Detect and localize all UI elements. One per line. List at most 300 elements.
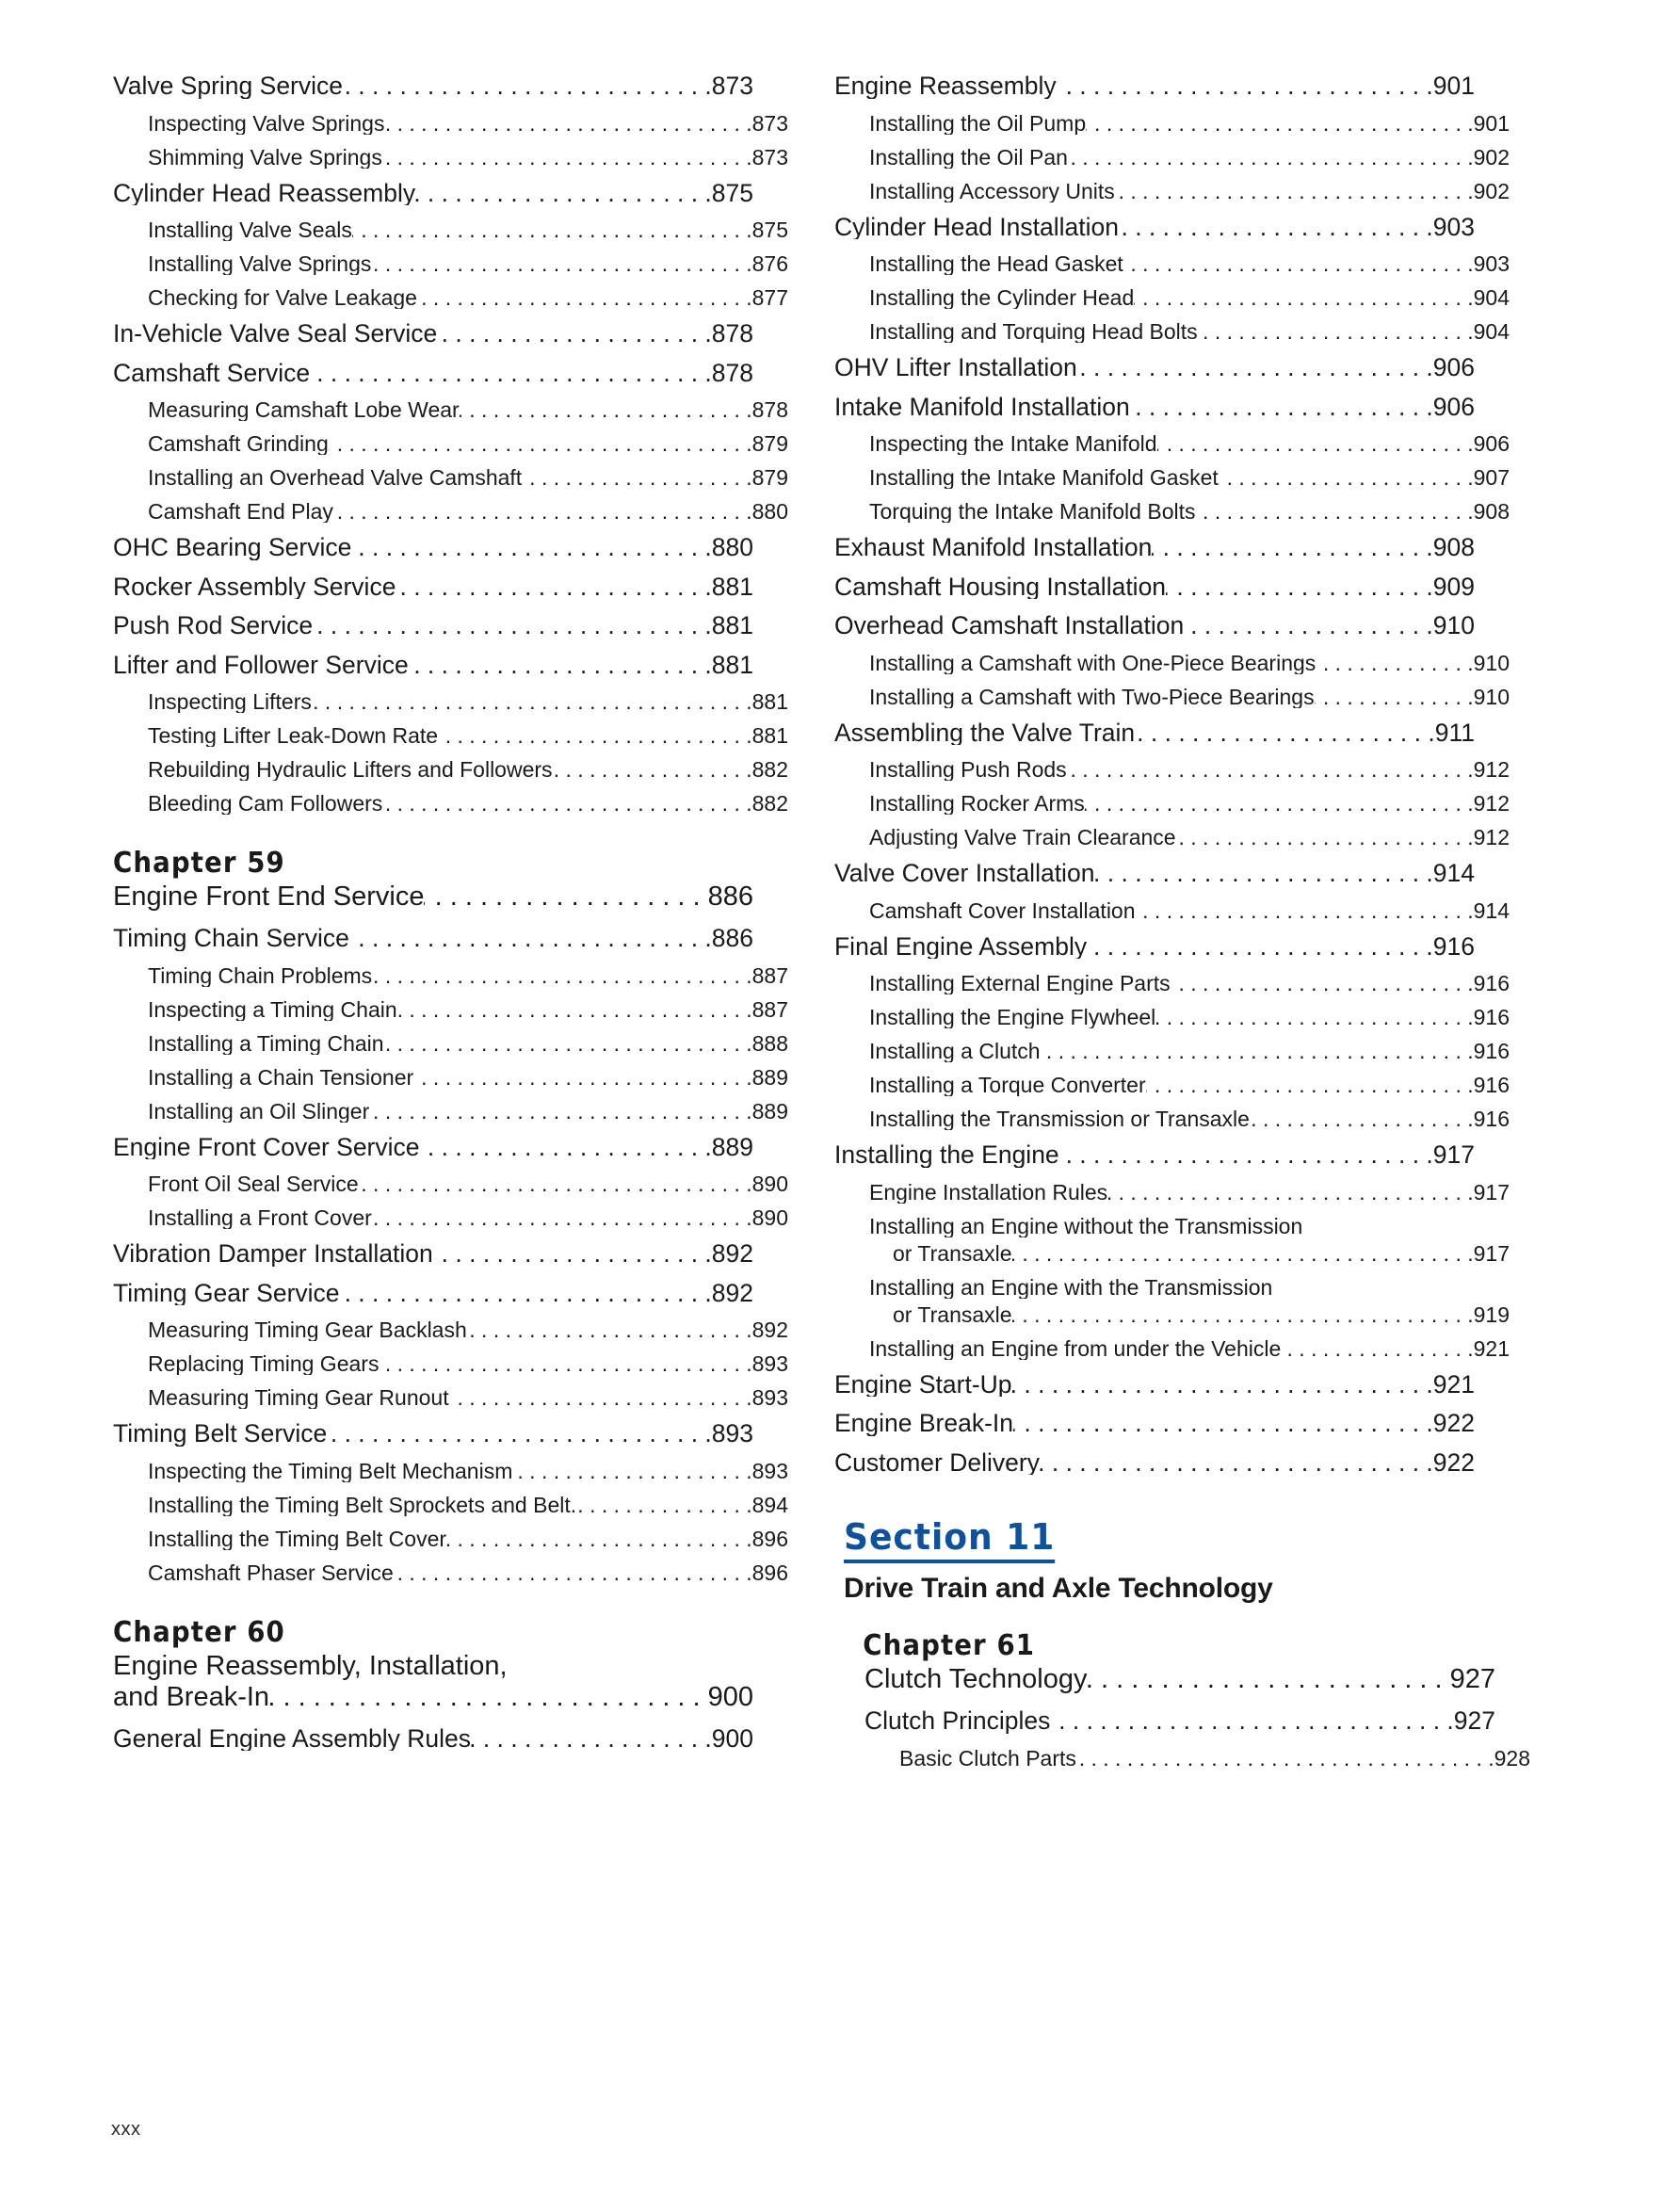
toc-entry[interactable] — [844, 1708, 1495, 1734]
toc-entry-label: Clutch Principles — [864, 1708, 1051, 1734]
toc-entry[interactable] — [834, 827, 1510, 849]
toc-leader-dots — [420, 1135, 712, 1160]
toc-entry-label: Basic Clutch Parts — [899, 1747, 1076, 1770]
toc-entry-label: Timing Chain Problems — [148, 964, 373, 987]
toc-entry[interactable] — [834, 253, 1510, 275]
toc-entry-page-number: 927 — [1453, 1706, 1495, 1735]
toc-entry[interactable] — [113, 73, 753, 99]
toc-entry[interactable] — [113, 1207, 788, 1229]
toc-entry[interactable] — [113, 650, 753, 679]
toc-entry-page-number: 878 — [711, 319, 753, 348]
toc-entry-page-number: 875 — [711, 178, 753, 207]
toc-entry-label: Installing the Head Gasket — [869, 253, 1123, 275]
toc-entry-page-number: 900 — [707, 1681, 753, 1712]
toc-entry-label: Installing the Engine Flywheel — [869, 1007, 1156, 1028]
toc-entry[interactable] — [834, 1108, 1510, 1130]
toc-entry-label: or Transaxle — [893, 1303, 1012, 1326]
toc-entry-label: Vibration Damper Installation — [113, 1241, 433, 1267]
toc-leader-dots — [1198, 321, 1474, 343]
chapter-number-heading: Chapter 60 — [113, 1615, 285, 1649]
toc-entry[interactable] — [834, 355, 1475, 380]
page-folio: xxx — [111, 2119, 141, 2140]
toc-entry[interactable] — [834, 535, 1475, 560]
toc-entry[interactable] — [834, 613, 1475, 639]
section-number-heading: Section 11 — [844, 1516, 1055, 1563]
toc-entry[interactable] — [113, 1132, 753, 1161]
toc-entry[interactable] — [834, 321, 1510, 343]
chapter-number-heading: Chapter 61 — [863, 1629, 1036, 1662]
toc-entry-label: Engine Front End Service — [113, 883, 425, 911]
toc-entry[interactable] — [113, 501, 788, 523]
toc-entry[interactable] — [834, 1304, 1510, 1326]
toc-entry-page-number: 893 — [751, 1351, 788, 1376]
toc-entry-label: Customer Delivery — [834, 1449, 1040, 1475]
toc-entry-label: Installing the Engine — [834, 1142, 1059, 1168]
toc-entry[interactable] — [834, 1447, 1475, 1477]
toc-entry[interactable] — [113, 1562, 788, 1584]
section-title: Drive Train and Axle Technology — [844, 1573, 1273, 1604]
toc-leader-dots — [396, 574, 711, 600]
toc-leader-dots — [349, 926, 712, 951]
toc-entry[interactable] — [113, 1653, 753, 1680]
toc-entry-label: Final Engine Assembly — [834, 933, 1088, 959]
toc-entry-page-number: 908 — [1432, 533, 1475, 561]
toc-left-column — [113, 72, 788, 1765]
toc-entry[interactable] — [834, 287, 1510, 309]
toc-entry-label: Inspecting the Intake Manifold — [869, 433, 1157, 455]
toc-entry-label: Engine Break-In — [834, 1411, 1014, 1436]
toc-entry-label: Adjusting Valve Train Clearance — [869, 827, 1176, 849]
toc-entry-label: Inspecting Valve Springs — [148, 112, 385, 135]
toc-entry[interactable] — [113, 1278, 753, 1307]
toc-entry-label: Rocker Assembly Service — [113, 574, 396, 599]
toc-entry-label: Camshaft Service — [113, 360, 311, 385]
toc-entry[interactable] — [834, 1075, 1510, 1096]
toc-entry-label: Installing an Engine with the Transmission — [869, 1276, 1273, 1299]
toc-entry[interactable] — [113, 358, 753, 387]
section-toc-entries — [844, 1664, 1530, 1771]
toc-entry-page-number: 904 — [1473, 319, 1510, 344]
toc-leader-dots — [372, 965, 751, 987]
toc-entry-page-number: 900 — [711, 1723, 753, 1753]
toc-entry[interactable] — [113, 1421, 753, 1447]
toc-leader-dots — [1135, 720, 1435, 746]
toc-entry-label: Rebuilding Hydraulic Lifters and Followers — [148, 759, 553, 781]
toc-entry-label: Installing and Torquing Head Bolts — [869, 321, 1198, 343]
toc-leader-dots — [449, 1387, 752, 1409]
toc-entry-label: Engine Front Cover Service — [113, 1134, 420, 1159]
toc-entry-page-number: 896 — [751, 1526, 788, 1551]
toc-leader-dots — [333, 501, 752, 523]
toc-entry-label: Installing Push Rods — [869, 759, 1067, 781]
toc-leader-dots — [415, 181, 712, 206]
toc-entry[interactable] — [834, 897, 1510, 923]
toc-entry[interactable] — [113, 996, 788, 1022]
toc-leader-dots — [1272, 1277, 1510, 1299]
toc-entry[interactable] — [834, 110, 1510, 136]
toc-entry[interactable] — [113, 926, 753, 951]
toc-leader-dots — [1077, 355, 1433, 380]
toc-leader-dots — [1123, 253, 1474, 275]
toc-entry[interactable] — [834, 1277, 1510, 1299]
toc-entry-page-number: 921 — [1432, 1369, 1475, 1399]
toc-entry-page-number: 887 — [751, 962, 788, 988]
toc-entry-page-number: 902 — [1473, 178, 1510, 203]
toc-entry[interactable] — [834, 467, 1510, 489]
toc-entry-page-number: 922 — [1432, 1447, 1475, 1477]
toc-entry-label: and Break-In — [113, 1683, 270, 1711]
toc-entry[interactable] — [834, 212, 1475, 241]
toc-entry-page-number: 902 — [1473, 144, 1510, 170]
toc-entry-page-number: 888 — [751, 1030, 788, 1056]
toc-leader-dots — [1041, 1041, 1474, 1062]
toc-entry-page-number: 886 — [711, 924, 753, 952]
toc-leader-dots — [467, 1319, 752, 1341]
toc-entry[interactable] — [113, 1458, 788, 1483]
toc-leader-dots — [1094, 861, 1432, 886]
toc-entry[interactable] — [834, 759, 1510, 781]
toc-leader-dots — [384, 113, 751, 135]
toc-entry-page-number: 906 — [1432, 353, 1475, 381]
toc-entry-label: Timing Chain Service — [113, 926, 349, 951]
toc-entry[interactable] — [834, 973, 1510, 994]
toc-entry-label: Installing the Timing Belt Cover — [148, 1528, 447, 1550]
toc-entry-page-number: 875 — [751, 218, 788, 242]
toc-entry-page-number: 914 — [1432, 859, 1475, 887]
toc-entry-page-number: 919 — [1473, 1302, 1510, 1327]
toc-entry-label: Installing the Intake Manifold Gasket — [869, 467, 1219, 489]
toc-leader-dots — [1134, 287, 1473, 309]
toc-entry[interactable] — [113, 399, 788, 421]
toc-entry[interactable] — [113, 467, 788, 489]
toc-entry-page-number: 901 — [1473, 110, 1510, 136]
toc-entry-page-number: 881 — [711, 650, 753, 679]
toc-entry-page-number: 917 — [1432, 1140, 1475, 1169]
toc-columns — [113, 73, 1567, 1782]
toc-entry[interactable] — [113, 1173, 788, 1195]
toc-leader-dots — [446, 1528, 752, 1550]
toc-leader-dots — [437, 321, 712, 347]
toc-entry-label: Installing External Engine Parts — [869, 973, 1171, 994]
toc-leader-dots — [1115, 181, 1474, 202]
toc-entry-label: Installing the Oil Pump — [869, 112, 1087, 135]
toc-entry-page-number: 881 — [751, 689, 788, 714]
toc-entry-page-number: 928 — [1494, 1745, 1530, 1771]
toc-entry-page-number: 889 — [711, 1132, 753, 1161]
toc-entry-label: In-Vehicle Valve Seal Service — [113, 321, 438, 347]
toc-entry-label: Inspecting a Timing Chain — [148, 998, 397, 1021]
toc-entry[interactable] — [113, 1241, 753, 1267]
toc-entry-page-number: 881 — [711, 572, 753, 601]
toc-entry[interactable] — [834, 574, 1475, 600]
toc-entry[interactable] — [113, 1030, 788, 1056]
toc-entry-page-number: 909 — [1432, 572, 1475, 601]
toc-entry-page-number: 903 — [1432, 212, 1475, 241]
toc-entry-page-number: 916 — [1473, 971, 1510, 995]
toc-leader-dots — [1171, 973, 1474, 994]
toc-entry-label: Camshaft Phaser Service — [148, 1561, 394, 1584]
toc-entry-label: Installing a Chain Tensioner — [148, 1066, 414, 1089]
toc-entry-label: Installing Accessory Units — [869, 180, 1115, 202]
toc-leader-dots — [1085, 793, 1474, 815]
toc-leader-dots — [269, 1684, 701, 1711]
toc-entry[interactable] — [834, 1216, 1510, 1237]
toc-entry-page-number: 916 — [1473, 1073, 1510, 1097]
toc-entry-label: Installing a Front Cover — [148, 1207, 372, 1229]
toc-entry-page-number: 903 — [1473, 251, 1510, 276]
toc-entry-page-number: 886 — [707, 881, 753, 912]
toc-entry[interactable] — [113, 219, 788, 241]
toc-entry-page-number: 873 — [711, 72, 753, 100]
toc-entry-page-number: 878 — [751, 397, 788, 422]
toc-entry-page-number: 907 — [1473, 465, 1510, 490]
toc-leader-dots — [413, 1067, 751, 1089]
toc-leader-dots — [1184, 613, 1433, 639]
toc-entry-label: OHV Lifter Installation — [834, 355, 1077, 380]
toc-leader-dots — [417, 287, 752, 309]
toc-leader-dots — [343, 73, 712, 99]
toc-entry[interactable] — [834, 1007, 1510, 1028]
toc-entry-page-number: 893 — [751, 1458, 788, 1483]
toc-entry-label: Installing the Transmission or Transaxle — [869, 1108, 1250, 1130]
toc-leader-dots — [471, 1726, 712, 1752]
toc-leader-dots — [1250, 1108, 1474, 1130]
toc-entry-label: Inspecting the Timing Belt Mechanism — [148, 1460, 513, 1482]
toc-leader-dots — [352, 219, 752, 241]
toc-leader-dots — [1176, 827, 1474, 849]
toc-leader-dots — [1012, 1243, 1474, 1265]
toc-entry-label: Installing an Oil Slinger — [148, 1100, 370, 1123]
toc-entry-page-number: 906 — [1473, 431, 1510, 456]
toc-entry[interactable] — [113, 535, 753, 560]
toc-entry-label: Installing Rocker Arms — [869, 793, 1085, 815]
toc-entry-label: Installing a Camshaft with One-Piece Bearings — [869, 652, 1317, 674]
toc-entry[interactable] — [834, 1369, 1475, 1399]
toc-entry[interactable] — [113, 613, 753, 639]
toc-entry-label: or Transaxle — [893, 1242, 1012, 1265]
toc-entry-label: Installing the Cylinder Head — [869, 287, 1135, 309]
toc-entry-page-number: 917 — [1473, 1179, 1510, 1205]
toc-entry[interactable] — [113, 793, 788, 815]
toc-entry[interactable] — [113, 1319, 788, 1341]
toc-entry-page-number: 879 — [751, 431, 788, 456]
toc-entry[interactable] — [113, 178, 753, 207]
toc-leader-dots — [1059, 1142, 1433, 1168]
toc-entry[interactable] — [113, 759, 788, 781]
toc-entry[interactable] — [113, 574, 753, 600]
toc-entry-label: Installing the Oil Pan — [869, 146, 1068, 169]
toc-entry-page-number: 879 — [751, 465, 788, 490]
toc-entry-label: Measuring Timing Gear Backlash — [148, 1319, 467, 1341]
toc-entry[interactable] — [834, 720, 1475, 746]
toc-leader-dots — [1107, 1182, 1473, 1204]
toc-entry[interactable] — [113, 1353, 788, 1375]
toc-entry[interactable] — [834, 1240, 1510, 1266]
toc-entry[interactable] — [834, 1411, 1475, 1436]
toc-entry-label: Shimming Valve Springs — [148, 146, 382, 169]
toc-entry[interactable] — [113, 433, 788, 455]
toc-leader-dots — [394, 1562, 752, 1584]
toc-leader-dots — [397, 999, 752, 1021]
toc-leader-dots — [508, 1653, 753, 1680]
toc-leader-dots — [312, 691, 752, 713]
toc-entry-page-number: 873 — [751, 110, 788, 136]
toc-leader-dots — [1316, 653, 1473, 674]
toc-entry[interactable] — [113, 321, 753, 347]
toc-entry[interactable] — [113, 1064, 788, 1090]
toc-entry-page-number: 917 — [1473, 1240, 1510, 1266]
toc-leader-dots — [460, 399, 752, 421]
toc-entry[interactable] — [834, 433, 1510, 455]
toc-leader-dots — [1086, 113, 1474, 135]
toc-entry[interactable] — [834, 931, 1475, 961]
toc-leader-dots — [1281, 1338, 1473, 1360]
toc-leader-dots — [1195, 501, 1473, 523]
toc-entry-label: Timing Belt Service — [113, 1421, 328, 1447]
toc-entry-label: Replacing Timing Gears — [148, 1353, 380, 1375]
toc-entry-label: Cylinder Head Reassembly — [113, 180, 416, 205]
toc-entry-label: Measuring Timing Gear Runout — [148, 1387, 449, 1409]
toc-leader-dots — [1155, 1007, 1473, 1028]
toc-entry-page-number: 882 — [751, 791, 788, 816]
toc-entry[interactable] — [834, 1179, 1510, 1205]
toc-entry[interactable] — [113, 144, 788, 170]
toc-entry[interactable] — [113, 253, 788, 275]
toc-entry-page-number: 921 — [1473, 1335, 1510, 1361]
toc-leader-dots — [1068, 147, 1474, 169]
toc-right-entries — [834, 72, 1510, 1477]
toc-leader-dots — [313, 613, 712, 639]
toc-entry-page-number: 892 — [711, 1239, 753, 1268]
toc-entry-page-number: 910 — [1473, 684, 1510, 709]
toc-entry[interactable] — [113, 1098, 788, 1124]
toc-entry[interactable] — [113, 1387, 788, 1409]
toc-entry-page-number: 893 — [751, 1385, 788, 1410]
toc-entry-page-number: 889 — [751, 1098, 788, 1124]
toc-entry-label: Torquing the Intake Manifold Bolts — [869, 501, 1196, 523]
toc-entry-page-number: 916 — [1473, 1107, 1510, 1131]
toc-leader-dots — [384, 1033, 752, 1055]
toc-leader-dots — [1302, 1216, 1510, 1237]
toc-entry-label: Installing Valve Springs — [148, 253, 372, 275]
toc-entry-page-number: 890 — [751, 1172, 788, 1196]
toc-entry-label: Assembling the Valve Train — [834, 720, 1136, 745]
toc-entry[interactable] — [113, 962, 788, 988]
toc-entry-label: Camshaft Housing Installation — [834, 574, 1167, 599]
toc-leader-dots — [438, 725, 752, 747]
toc-entry[interactable] — [834, 1041, 1510, 1062]
toc-entry-label: Cylinder Head Installation — [834, 214, 1119, 239]
toc-leader-dots — [1012, 1372, 1433, 1398]
toc-leader-dots — [512, 1461, 751, 1482]
toc-entry[interactable] — [113, 725, 788, 747]
toc-entry[interactable] — [834, 793, 1510, 815]
toc-entry[interactable] — [834, 178, 1510, 203]
toc-entry[interactable] — [113, 1723, 753, 1753]
toc-entry-label: Inspecting Lifters — [148, 691, 312, 713]
toc-entry[interactable] — [844, 1666, 1495, 1693]
toc-leader-dots — [310, 361, 712, 386]
toc-entry[interactable] — [834, 144, 1510, 170]
toc-leader-dots — [1076, 1748, 1494, 1770]
toc-leader-dots — [1119, 215, 1433, 240]
toc-leader-dots — [576, 1495, 751, 1516]
toc-entry[interactable] — [113, 287, 788, 309]
toc-leader-dots — [1013, 1411, 1433, 1436]
toc-leader-dots — [372, 1207, 752, 1229]
toc-leader-dots — [1067, 759, 1474, 781]
toc-entry-label: Engine Reassembly, Installation, — [113, 1652, 508, 1680]
toc-entry-label: Measuring Camshaft Lobe Wear — [148, 399, 460, 421]
toc-entry[interactable] — [834, 1142, 1475, 1168]
toc-entry[interactable] — [113, 110, 788, 136]
toc-entry[interactable] — [113, 1492, 788, 1517]
toc-entry-page-number: 916 — [1432, 931, 1475, 961]
toc-leader-dots — [409, 653, 712, 678]
toc-entry-label: OHC Bearing Service — [113, 535, 352, 560]
toc-entry-page-number: 914 — [1473, 897, 1510, 923]
toc-entry-label: Installing a Timing Chain — [148, 1032, 384, 1055]
toc-entry[interactable] — [844, 1745, 1530, 1771]
toc-entry-label: Installing an Engine from under the Vehicle — [869, 1337, 1282, 1360]
toc-entry-label: Front Oil Seal Service — [148, 1173, 359, 1195]
toc-entry-page-number: 922 — [1432, 1409, 1475, 1437]
toc-entry-page-number: 892 — [711, 1278, 753, 1307]
toc-leader-dots — [1130, 395, 1433, 420]
toc-entry-label: Valve Spring Service — [113, 73, 344, 99]
toc-entry[interactable] — [834, 1335, 1510, 1361]
toc-entry-label: Timing Gear Service — [113, 1280, 340, 1305]
toc-leader-dots — [1136, 900, 1474, 922]
toc-entry-label: Engine Reassembly — [834, 73, 1057, 99]
toc-entry[interactable] — [834, 73, 1475, 99]
toc-entry-label: Clutch Technology — [864, 1666, 1088, 1693]
toc-leader-dots — [1087, 934, 1433, 960]
toc-entry-label: Engine Installation Rules — [869, 1181, 1108, 1204]
toc-entry[interactable] — [834, 650, 1510, 675]
toc-entry[interactable] — [834, 501, 1510, 523]
toc-leader-dots — [329, 433, 752, 455]
toc-entry-label: Testing Lifter Leak-Down Rate — [148, 725, 439, 747]
toc-entry-page-number: 910 — [1473, 650, 1510, 675]
toc-entry[interactable] — [834, 684, 1510, 709]
toc-entry[interactable] — [113, 1528, 788, 1550]
toc-leader-dots — [1166, 574, 1433, 600]
toc-entry[interactable] — [834, 861, 1475, 886]
toc-entry-page-number: 912 — [1473, 791, 1510, 816]
toc-entry-page-number: 877 — [751, 285, 788, 310]
toc-entry[interactable] — [113, 883, 753, 911]
toc-entry-label: Checking for Valve Leakage — [148, 287, 417, 309]
toc-entry-label: Valve Cover Installation — [834, 861, 1095, 886]
toc-entry-page-number: 881 — [711, 611, 753, 639]
toc-entry[interactable] — [113, 691, 788, 713]
toc-entry-page-number: 893 — [711, 1419, 753, 1447]
toc-right-column — [834, 72, 1530, 1782]
toc-leader-dots — [340, 1281, 712, 1306]
toc-leader-dots — [382, 793, 751, 815]
toc-entry-page-number: 908 — [1473, 499, 1510, 524]
toc-entry-label: Installing a Camshaft with Two-Piece Bearings — [869, 686, 1315, 708]
toc-entry[interactable] — [834, 392, 1475, 421]
toc-leader-dots — [1040, 1450, 1433, 1476]
toc-entry-page-number: 890 — [751, 1205, 788, 1230]
toc-entry-label: Installing an Overhead Valve Camshaft — [148, 467, 523, 489]
toc-entry-page-number: 882 — [751, 757, 788, 782]
toc-leader-dots — [371, 253, 751, 275]
toc-entry-page-number: 912 — [1473, 757, 1510, 782]
toc-entry[interactable] — [113, 1681, 753, 1712]
